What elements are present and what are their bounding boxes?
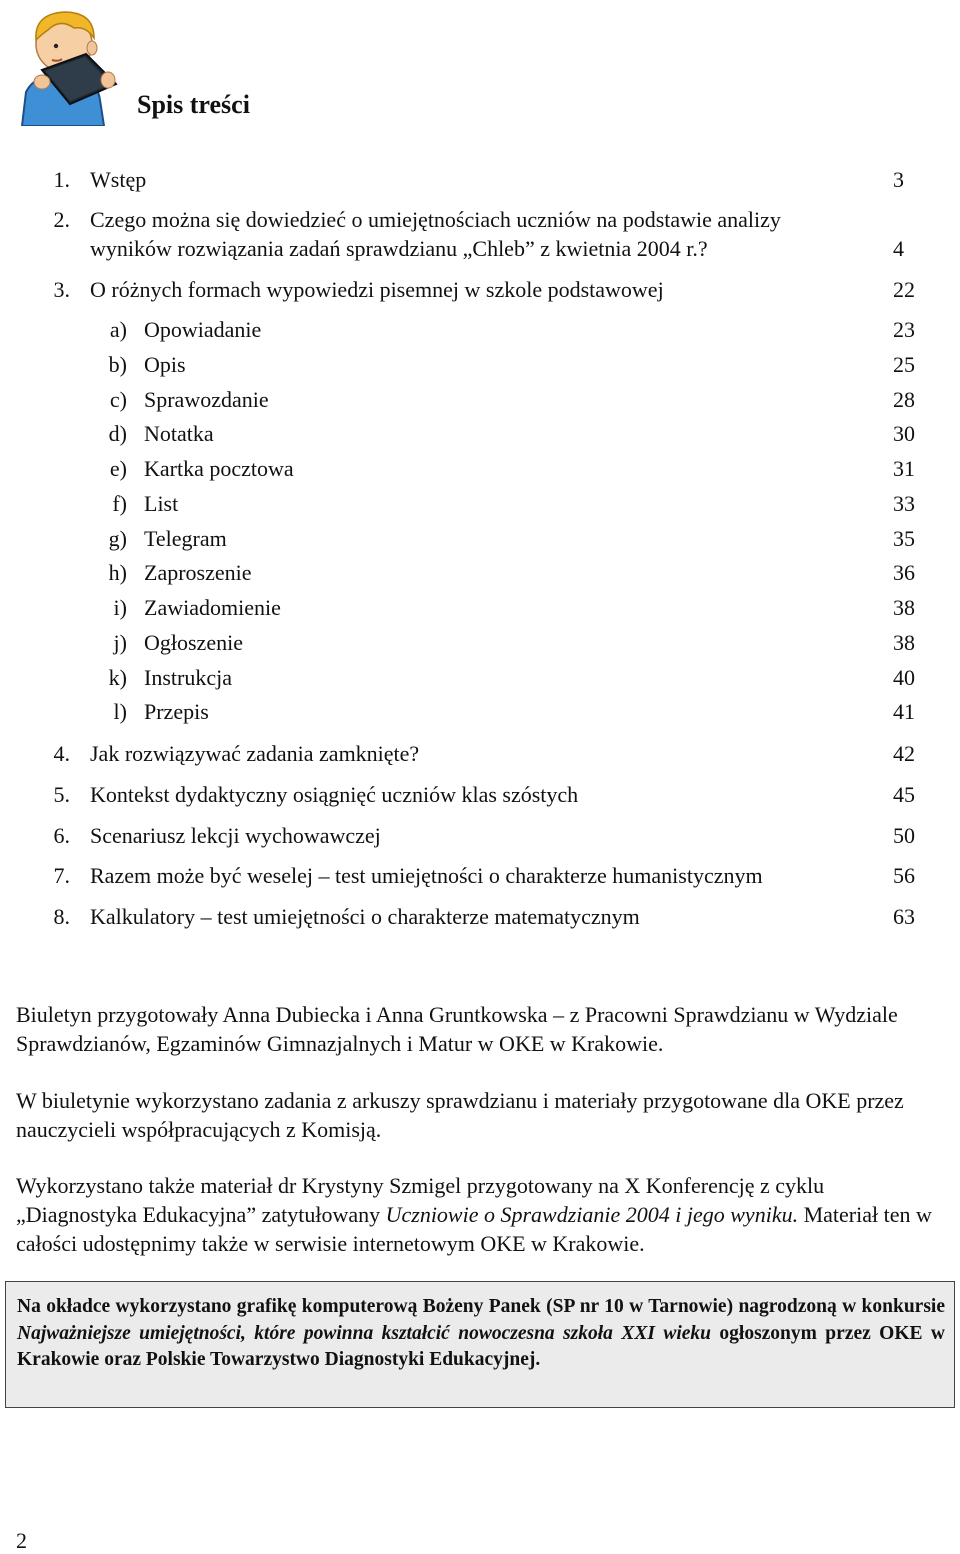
credits-authors: Biuletyn przygotowały Anna Dubiecka i Anna Gruntkowska – z Pracowni Sprawdzianu w Wydziale Sprawdzianów, Egzaminów Gimnazjalnych i Matur w OKE w Krakowie.: [16, 1002, 898, 1056]
toc-page: 63: [893, 904, 915, 929]
toc-title: Zaproszenie: [144, 560, 252, 585]
toc-page: 22: [893, 277, 915, 302]
toc-page: 38: [893, 595, 915, 620]
toc-letter: a): [109, 317, 127, 342]
toc-title: Kartka pocztowa: [144, 456, 294, 481]
toc-number: 2.: [53, 207, 70, 232]
toc-title: Kontekst dydaktyczny osiągnięć uczniów klas szóstych: [90, 782, 579, 807]
page-title: Spis treści: [137, 90, 250, 119]
credits-materials: W biuletynie wykorzystano zadania z arkuszy sprawdzianu i materiały przygotowane dla OKE przez nauczycieli współpracujących z Komisją.: [16, 1088, 904, 1142]
toc-number: 6.: [53, 823, 70, 848]
toc-title: Zawiadomienie: [144, 595, 281, 620]
page-number: 2: [16, 1528, 27, 1553]
toc-title: O różnych formach wypowiedzi pisemnej w szkole podstawowej: [90, 277, 664, 302]
toc-letter: f): [112, 491, 127, 516]
toc-title: Opis: [144, 352, 186, 377]
toc-number: 3.: [53, 277, 70, 302]
toc-page: 36: [893, 560, 915, 585]
cover-note-text-end: ogłoszonym przez OKE w Krakowie oraz Polskie Towarzystwo Diagnostyki Edukacyjnej.: [17, 1322, 945, 1370]
toc-number: 1.: [53, 167, 70, 192]
cover-note-contest: Najważniejsze umiejętności, które powinna kształcić nowoczesna szkoła XXI wieku: [17, 1322, 711, 1344]
boy-reading-book-icon: [12, 4, 126, 126]
toc-letter: k): [108, 665, 127, 690]
toc-number: 5.: [53, 782, 70, 807]
toc-number: 8.: [53, 904, 70, 929]
toc-title: Scenariusz lekcji wychowawczej: [90, 823, 381, 848]
cover-note: [17, 1294, 945, 1374]
toc-title: Kalkulatory – test umiejętności o charakterze matematycznym: [90, 904, 640, 929]
credits-conference-text: Wykorzystano także materiał dr Krystyny Szmigel przygotowany na X Konferencję z cyklu „Diagnostyka Edukacyjna” zatytułowany: [16, 1173, 825, 1227]
toc-title: Telegram: [144, 526, 227, 551]
credits-conference: [16, 1171, 946, 1258]
toc-page: 31: [893, 456, 915, 481]
toc-page: 25: [893, 352, 915, 377]
toc-page: 42: [893, 741, 915, 766]
toc-letter: j): [113, 630, 127, 655]
toc-page: 23: [893, 317, 915, 342]
toc-page: 50: [893, 823, 915, 848]
toc-page: 4: [893, 236, 904, 261]
toc-title: Razem może być weselej – test umiejętności o charakterze humanistycznym: [90, 863, 763, 888]
toc-letter: b): [108, 352, 127, 377]
toc-page: 33: [893, 491, 915, 516]
toc-page: 35: [893, 526, 915, 551]
toc-title: Przepis: [144, 699, 209, 724]
toc-page: 3: [893, 167, 904, 192]
toc-page: 40: [893, 665, 915, 690]
toc-title: Sprawozdanie: [144, 387, 269, 412]
toc-letter: c): [109, 387, 127, 412]
cover-note-text: Na okładce wykorzystano grafikę komputerową Bożeny Panek (SP nr 10 w Tarnowie) nagrodzoną w konkursie: [17, 1296, 945, 1317]
credits-conference-text-end: Materiał ten w całości udostępnimy także w serwisie internetowym OKE w Krakowie.: [16, 1202, 932, 1256]
toc-title: wyników rozwiązania zadań sprawdzianu „Chleb” z kwietnia 2004 r.?: [90, 236, 708, 261]
toc-page: 30: [893, 421, 915, 446]
toc-title: Notatka: [144, 421, 214, 446]
toc-page: 38: [893, 630, 915, 655]
toc-letter: h): [108, 560, 127, 585]
toc-title: Jak rozwiązywać zadania zamknięte?: [90, 741, 420, 766]
toc-letter: d): [108, 421, 127, 446]
toc-letter: i): [113, 595, 127, 620]
toc-page: 56: [893, 863, 915, 888]
toc-title: Ogłoszenie: [144, 630, 243, 655]
toc-page: 41: [893, 699, 915, 724]
toc-title: Czego można się dowiedzieć o umiejętnościach uczniów na podstawie analizy: [90, 207, 781, 232]
toc-number: 7.: [53, 863, 70, 888]
credits-conference-title: Uczniowie o Sprawdzianie 2004 i jego wyniku.: [385, 1202, 799, 1227]
toc-number: 4.: [53, 741, 70, 766]
cover-note-box: [5, 1281, 955, 1408]
toc-letter: g): [108, 526, 127, 551]
toc-title: Opowiadanie: [144, 317, 262, 342]
toc-page: 45: [893, 782, 915, 807]
toc-title: Wstęp: [90, 167, 147, 192]
toc-page: 28: [893, 387, 915, 412]
toc-letter: e): [109, 456, 127, 481]
toc-title: Instrukcja: [144, 665, 232, 690]
toc-letter: l): [113, 699, 127, 724]
toc-title: List: [144, 491, 179, 516]
